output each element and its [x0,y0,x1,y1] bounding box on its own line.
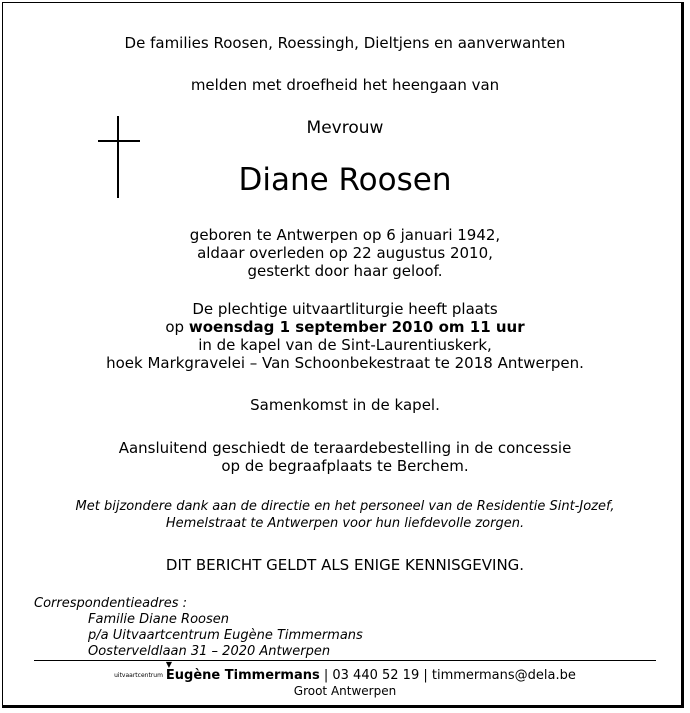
thanks-line-1: Met bijzondere dank aan de directie en het personeel van de Residentie Sint-Jozef, [75,499,615,514]
burial-line-1: Aansluitend geschiedt de teraardebestelling in de concessie [118,439,572,457]
liturgy-on: op [165,318,185,336]
honorific: Mevrouw [306,118,384,138]
funeral-home-contact: | 03 440 52 19 | timmermans@dela.be [319,668,576,683]
correspondence-line: p/a Uitvaartcentrum Eugène Timmermans [88,628,363,643]
families-line: De families Roosen, Roessingh, Dieltjens en aanverwanten [124,34,566,52]
funeral-home-logo [165,660,320,683]
faith-line: gesterkt door haar geloof. [247,262,443,280]
chapel-line: in de kapel van de Sint-Laurentiuskerk, [198,336,492,354]
thanks-line-2: Hemelstraat te Antwerpen voor hun liefdevolle zorgen. [165,516,525,531]
correspondence-line: Oosterveldlaan 31 – 2020 Antwerpen [88,644,331,659]
funeral-home-region: Groot Antwerpen [293,684,397,698]
correspondence-label: Correspondentieadres : [34,596,187,611]
liturgy-date-line [0,318,690,337]
liturgy-intro: De plechtige uitvaartliturgie heeft plaats [192,300,498,318]
death-line: aldaar overleden op 22 augustus 2010, [197,244,493,262]
birth-line: geboren te Antwerpen op 6 januari 1942, [189,226,501,244]
liturgy-datetime: woensdag 1 september 2010 om 11 uur [188,318,525,336]
funeral-home-footer [0,660,690,683]
notice-line: DIT BERICHT GELDT ALS ENIGE KENNISGEVING. [165,556,525,574]
deceased-name: Diane Roosen [238,162,452,198]
correspondence-line: Familie Diane Roosen [88,612,229,627]
funeral-home-name: Eugène Timmermans [165,668,320,683]
intro-line: melden met droefheid het heengaan van [190,76,500,94]
footer-divider [34,660,656,661]
burial-line-2: op de begraafplaats te Berchem. [221,457,469,475]
gathering-line: Samenkomst in de kapel. [250,396,440,414]
triangle-icon: ▼ [165,660,173,669]
address-line: hoek Markgravelei – Van Schoonbekestraat te 2018 Antwerpen. [106,354,584,372]
footer-prefix: uitvaartcentrum [114,672,163,679]
